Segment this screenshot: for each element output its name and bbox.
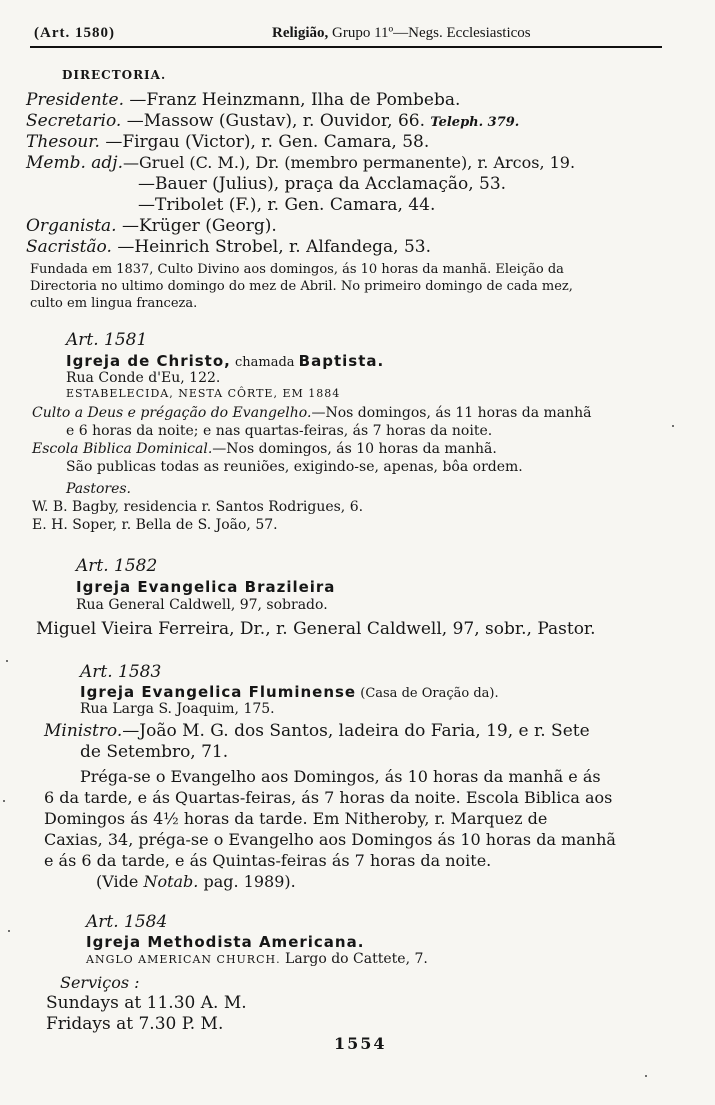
article-title	[80, 683, 499, 701]
escola-text: —Nos domingos, ás 10 horas da manhã.	[212, 441, 497, 457]
publicas-line: São publicas todas as reuniões, exigindo-se, apenas, bôa ordem.	[66, 459, 523, 475]
vide-ref: Notab.	[143, 872, 199, 891]
directoria-row	[26, 90, 460, 110]
article-address: Rua General Caldwell, 97, sobrado.	[76, 597, 328, 613]
paragraph-line: Caxias, 34, préga-se o Evangelho aos Domingos ás 10 horas da manhã	[44, 830, 616, 849]
church-name-middle: chamada	[230, 355, 299, 370]
article-title	[66, 352, 384, 370]
article-address: Rua Conde d'Eu, 122.	[66, 370, 221, 386]
header-group: Grupo 11º—Negs. Ecclesiasticos	[332, 25, 531, 41]
directoria-row	[138, 174, 506, 194]
article-established: ESTABELECIDA, NESTA CÔRTE, EM 1884	[66, 387, 341, 400]
directoria-row	[26, 216, 277, 236]
article-number: Art. 1583	[80, 662, 162, 682]
culto-label: Culto a Deus e prégação do Evangelho.	[32, 405, 312, 421]
ministro-label: Ministro.	[44, 721, 123, 741]
article-address: Largo do Cattete, 7.	[280, 951, 428, 967]
ministro-line-2: de Setembro, 71.	[80, 742, 229, 762]
service-time: Sundays at 11.30 A. M.	[46, 993, 247, 1013]
header-section-title: Religião,	[272, 25, 329, 41]
culto-text: —Nos domingos, ás 11 horas da manhã	[311, 405, 592, 421]
culto-line-2: e 6 horas da noite; e nas quartas-feiras, ás 7 horas da noite.	[66, 423, 493, 439]
directoria-heading: DIRECTORIA.	[62, 68, 167, 82]
role-label: Secretario.	[26, 111, 122, 131]
role-text: —Massow (Gustav), r. Ouvidor, 66.	[126, 111, 425, 131]
role-text: —Franz Heinzmann, Ilha de Pombeba.	[129, 90, 461, 110]
ministro-line	[44, 721, 590, 741]
role-text: —Krüger (Georg).	[121, 216, 277, 236]
directoria-row	[138, 195, 435, 215]
article-number: Art. 1582	[76, 556, 158, 576]
article-number: Art. 1584	[86, 912, 168, 932]
header-section	[272, 22, 531, 44]
print-speck	[645, 1075, 647, 1077]
paragraph-line: e ás 6 da tarde, e ás Quintas-feiras ás 7 horas da noite.	[44, 851, 492, 870]
pastor-line: Miguel Vieira Ferreira, Dr., r. General Caldwell, 97, sobr., Pastor.	[36, 619, 596, 639]
directoria-note-line: Fundada em 1837, Culto Divino aos domingos, ás 10 horas da manhã. Eleição da	[30, 262, 564, 277]
church-name: Igreja Methodista Americana.	[86, 933, 365, 951]
paragraph-line: Domingos ás 4½ horas da tarde. Em Nitheroby, r. Marquez de	[44, 809, 548, 828]
service-time: Fridays at 7.30 P. M.	[46, 1014, 224, 1034]
paragraph-line: 6 da tarde, e ás Quartas-feiras, ás 7 horas da noite. Escola Biblica aos	[44, 788, 613, 807]
directoria-note-line: Directoria no ultimo domingo do mez de Abril. No primeiro domingo de cada mez,	[30, 279, 573, 294]
vide-line	[96, 872, 296, 891]
directoria-row	[26, 237, 431, 257]
church-english-name: ANGLO AMERICAN CHURCH.	[86, 953, 281, 966]
header-article-number: (Art. 1580)	[34, 25, 115, 41]
role-text: —Firgau (Victor), r. Gen. Camara, 58.	[105, 132, 430, 152]
directoria-row	[26, 111, 519, 131]
role-text: —Bauer (Julius), praça da Acclamação, 53.	[138, 174, 507, 194]
article-subtitle-line	[86, 951, 428, 967]
ministro-text: —João M. G. dos Santos, ladeira do Faria, 19, e r. Sete	[122, 721, 590, 741]
role-label: Organista.	[26, 216, 117, 236]
directoria-row	[26, 153, 575, 173]
vide-text: (Vide	[96, 872, 144, 891]
church-name-rest: (Casa de Oração da).	[356, 686, 499, 701]
telephone: Teleph. 379.	[430, 115, 520, 130]
escola-line	[32, 441, 497, 457]
church-name-end: Baptista.	[298, 352, 385, 370]
print-speck	[8, 930, 10, 932]
role-text: —Heinrich Strobel, r. Alfandega, 53.	[117, 237, 432, 257]
article-number: Art. 1581	[66, 330, 148, 350]
pastor-entry: W. B. Bagby, residencia r. Santos Rodrigues, 6.	[32, 499, 364, 515]
role-label: Thesour.	[26, 132, 100, 152]
print-speck	[672, 425, 674, 427]
print-speck	[6, 660, 8, 662]
church-name: Igreja de Christo,	[66, 352, 231, 370]
directoria-note-line: culto em lingua franceza.	[30, 296, 198, 311]
servicos-label: Serviços :	[60, 973, 140, 992]
escola-label: Escola Biblica Dominical.	[32, 441, 213, 457]
page-number: 1554	[334, 1034, 387, 1053]
church-name: Igreja Evangelica Brazileira	[76, 578, 336, 596]
directoria-row	[26, 132, 429, 152]
culto-line	[32, 405, 592, 421]
role-text: —Gruel (C. M.), Dr. (membro permanente), r. Arcos, 19.	[122, 153, 576, 172]
article-address: Rua Larga S. Joaquim, 175.	[80, 701, 275, 717]
role-label: Memb. adj.	[26, 153, 123, 173]
print-speck	[3, 800, 5, 802]
role-label: Sacristão.	[26, 237, 112, 257]
role-label: Presidente.	[26, 90, 124, 110]
paragraph-line: Préga-se o Evangelho aos Domingos, ás 10 horas da manhã e ás	[80, 767, 601, 786]
church-name: Igreja Evangelica Fluminense	[80, 683, 357, 701]
pastores-label: Pastores.	[66, 481, 131, 497]
role-text: —Tribolet (F.), r. Gen. Camara, 44.	[138, 195, 436, 215]
vide-end: pag. 1989).	[198, 872, 296, 891]
pastor-entry: E. H. Soper, r. Bella de S. João, 57.	[32, 517, 278, 533]
page-header	[30, 22, 662, 48]
